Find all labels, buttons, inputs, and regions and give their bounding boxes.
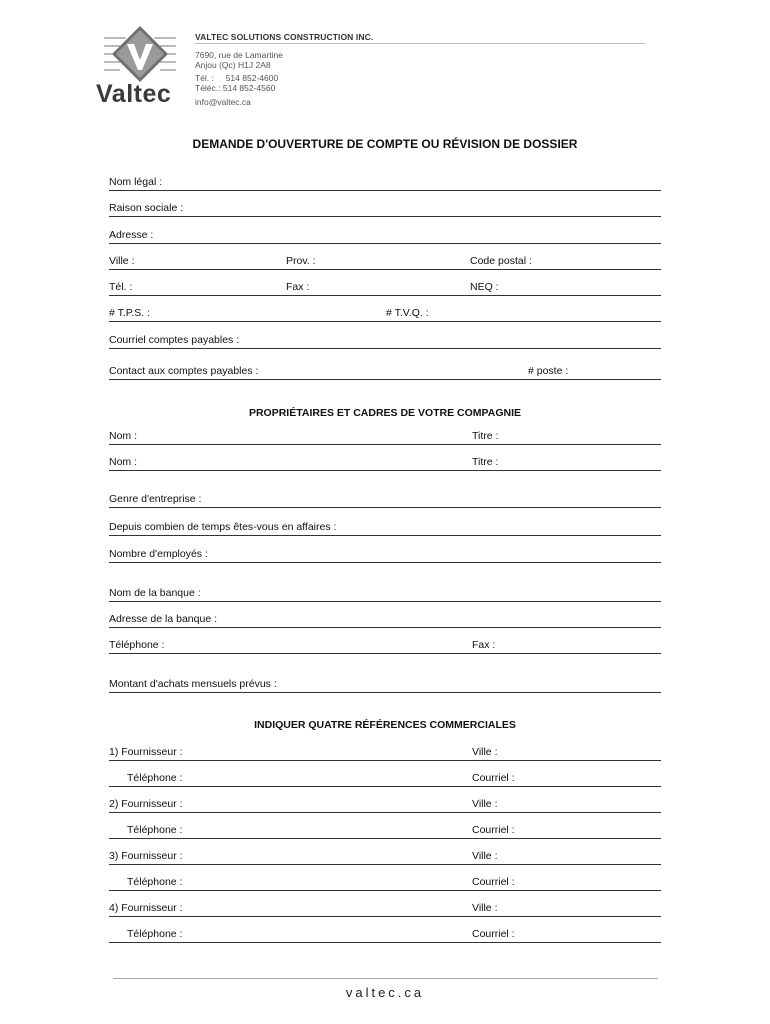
fax-number: Téléc.: 514 852-4560 bbox=[195, 83, 276, 93]
reference-4-fournisseur-field[interactable] bbox=[109, 902, 661, 917]
reference-1-courriel-label: Courriel : bbox=[472, 772, 515, 784]
nom-legal-label: Nom légal : bbox=[109, 176, 163, 188]
owners-heading: PROPRIÉTAIRES ET CADRES DE VOTRE COMPAGNIE bbox=[248, 407, 522, 419]
poste-label: # poste : bbox=[528, 365, 569, 377]
tel-label: Tél. : bbox=[109, 281, 133, 293]
reference-3-courriel-label: Courriel : bbox=[472, 876, 515, 888]
banque-fax-label: Fax : bbox=[472, 639, 496, 651]
reference-3-fournisseur-label: 3) Fournisseur : bbox=[109, 850, 183, 862]
depuis-field[interactable] bbox=[109, 521, 661, 536]
adresse-banque-field[interactable] bbox=[109, 613, 661, 628]
genre-label: Genre d'entreprise : bbox=[109, 493, 202, 505]
reference-2-fournisseur-label: 2) Fournisseur : bbox=[109, 798, 183, 810]
tps-tvq-field[interactable] bbox=[109, 307, 661, 322]
owner-2-titre-label: Titre : bbox=[472, 456, 499, 468]
montant-field[interactable] bbox=[109, 678, 661, 693]
banque-label: Nom de la banque : bbox=[109, 587, 201, 599]
reference-4-fournisseur-label: 4) Fournisseur : bbox=[109, 902, 183, 914]
reference-1-ville-label: Ville : bbox=[472, 746, 498, 758]
depuis-label: Depuis combien de temps êtes-vous en affaires : bbox=[109, 521, 337, 533]
ville-label: Ville : bbox=[109, 255, 135, 267]
owner-1-field[interactable] bbox=[109, 430, 661, 445]
montant-label: Montant d'achats mensuels prévus : bbox=[109, 678, 277, 690]
banque-telephone-field[interactable] bbox=[109, 639, 661, 654]
phone-number: Tél. : 514 852-4600 bbox=[195, 73, 279, 83]
neq-label: NEQ : bbox=[470, 281, 499, 293]
tps-label: # T.P.S. : bbox=[109, 307, 151, 319]
reference-1-fournisseur-label: 1) Fournisseur : bbox=[109, 746, 183, 758]
reference-2-ville-label: Ville : bbox=[472, 798, 498, 810]
reference-2-telephone-field[interactable] bbox=[109, 824, 661, 839]
fax-label: Fax : bbox=[286, 281, 310, 293]
prov-label: Prov. : bbox=[286, 255, 316, 267]
reference-1-fournisseur-field[interactable] bbox=[109, 746, 661, 761]
owner-1-nom-label: Nom : bbox=[109, 430, 138, 442]
address-line-1: 7690, rue de Lamartine bbox=[195, 50, 283, 60]
reference-4-telephone-label: Téléphone : bbox=[127, 928, 183, 940]
adresse-field[interactable] bbox=[109, 229, 661, 244]
email-address: info@valtec.ca bbox=[195, 97, 251, 107]
reference-3-ville-label: Ville : bbox=[472, 850, 498, 862]
owner-1-titre-label: Titre : bbox=[472, 430, 499, 442]
employes-field[interactable] bbox=[109, 548, 661, 563]
reference-3-fournisseur-field[interactable] bbox=[109, 850, 661, 865]
contact-field[interactable] bbox=[109, 365, 661, 380]
code-postal-label: Code postal : bbox=[470, 255, 532, 267]
employes-label: Nombre d'employés : bbox=[109, 548, 208, 560]
footer-website: valtec.ca bbox=[345, 985, 425, 1000]
company-name: VALTEC SOLUTIONS CONSTRUCTION INC. bbox=[195, 32, 374, 42]
owner-2-nom-label: Nom : bbox=[109, 456, 138, 468]
raison-sociale-label: Raison sociale : bbox=[109, 202, 184, 214]
tvq-label: # T.V.Q. : bbox=[386, 307, 429, 319]
owner-2-field[interactable] bbox=[109, 456, 661, 471]
address-line-2: Anjou (Qc) H1J 2A8 bbox=[195, 60, 271, 70]
footer-divider bbox=[113, 978, 658, 979]
banque-telephone-label: Téléphone : bbox=[109, 639, 165, 651]
reference-1-telephone-label: Téléphone : bbox=[127, 772, 183, 784]
adresse-banque-label: Adresse de la banque : bbox=[109, 613, 217, 625]
banque-field[interactable] bbox=[109, 587, 661, 602]
logo-wordmark: Valtec bbox=[96, 80, 172, 108]
nom-legal-field[interactable] bbox=[109, 176, 661, 191]
page-title: DEMANDE D'OUVERTURE DE COMPTE OU RÉVISION DE DOSSIER bbox=[192, 137, 578, 151]
tel-fax-neq-field[interactable] bbox=[109, 281, 661, 296]
reference-4-telephone-field[interactable] bbox=[109, 928, 661, 943]
adresse-label: Adresse : bbox=[109, 229, 154, 241]
raison-sociale-field[interactable] bbox=[109, 202, 661, 217]
reference-4-ville-label: Ville : bbox=[472, 902, 498, 914]
reference-2-telephone-label: Téléphone : bbox=[127, 824, 183, 836]
genre-field[interactable] bbox=[109, 493, 661, 508]
reference-3-telephone-field[interactable] bbox=[109, 876, 661, 891]
courriel-label: Courriel comptes payables : bbox=[109, 334, 240, 346]
courriel-field[interactable] bbox=[109, 334, 661, 349]
ville-prov-code-field[interactable] bbox=[109, 255, 661, 270]
header-divider bbox=[195, 43, 645, 44]
reference-1-telephone-field[interactable] bbox=[109, 772, 661, 787]
reference-4-courriel-label: Courriel : bbox=[472, 928, 515, 940]
contact-label: Contact aux comptes payables : bbox=[109, 365, 259, 377]
references-heading: INDIQUER QUATRE RÉFÉRENCES COMMERCIALES bbox=[254, 719, 516, 731]
reference-3-telephone-label: Téléphone : bbox=[127, 876, 183, 888]
reference-2-fournisseur-field[interactable] bbox=[109, 798, 661, 813]
reference-2-courriel-label: Courriel : bbox=[472, 824, 515, 836]
